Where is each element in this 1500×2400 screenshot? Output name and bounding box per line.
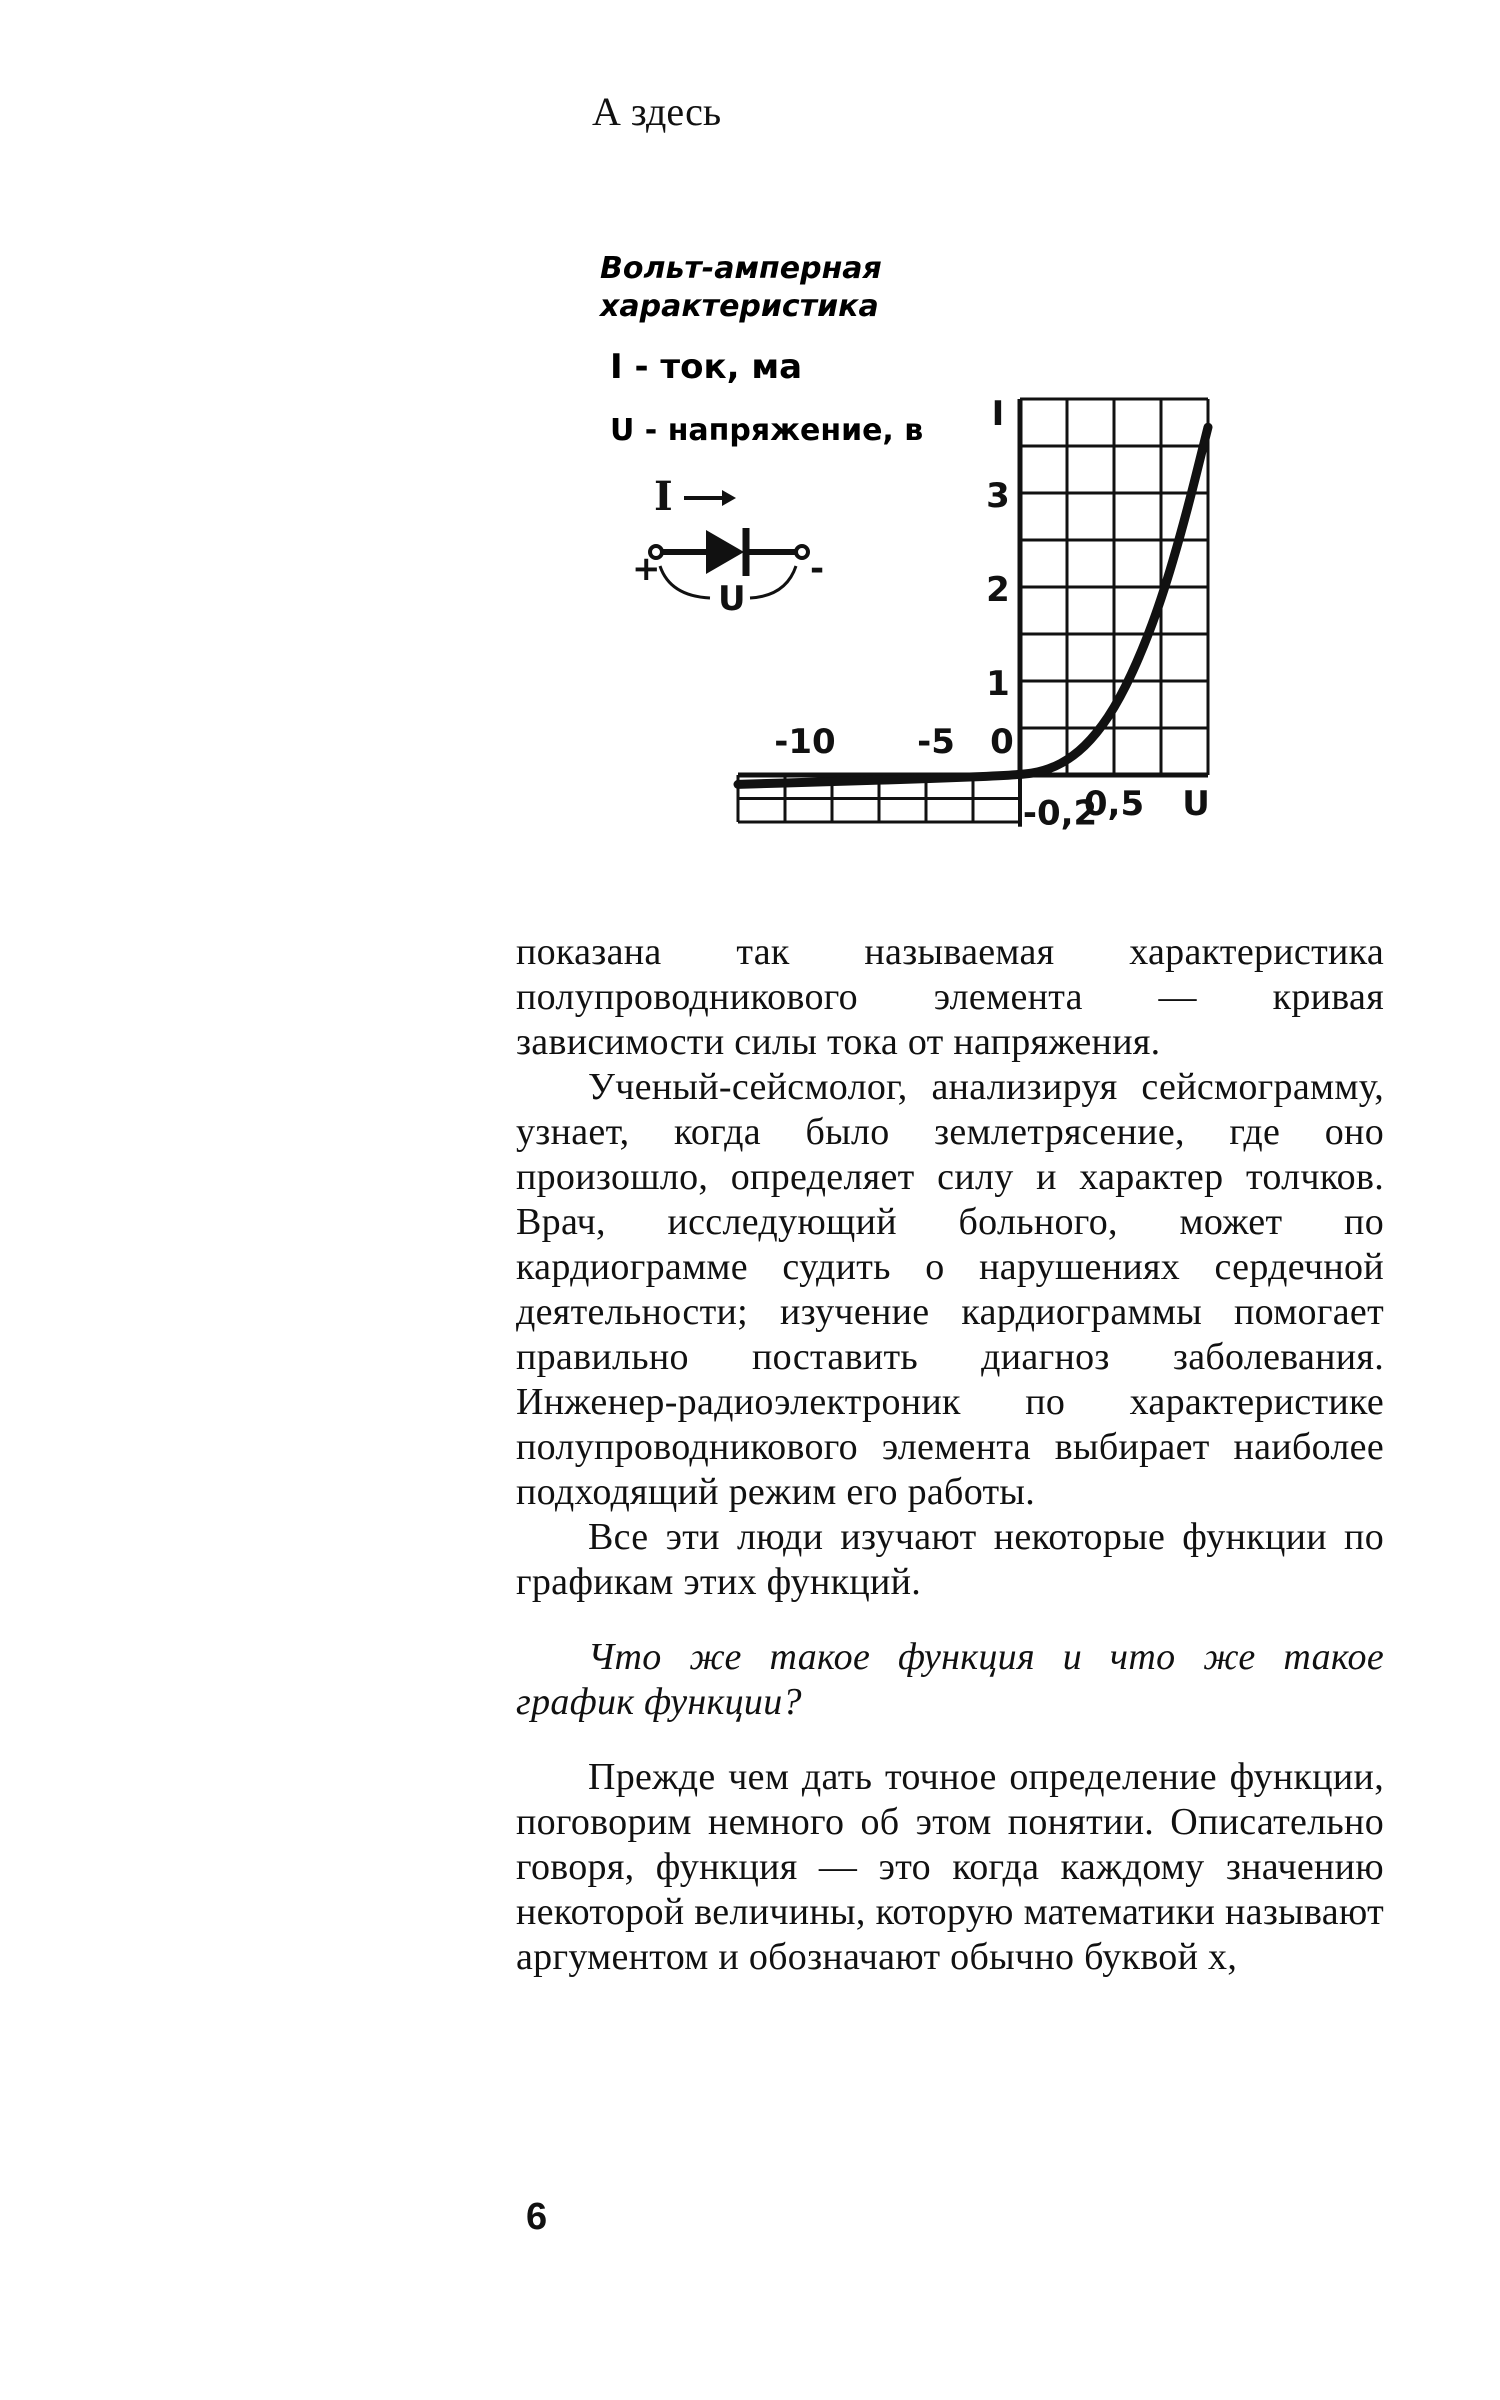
- cathode-terminal: [796, 546, 808, 558]
- legend-current: I - ток, ма: [610, 347, 803, 387]
- caption-title-line2: характеристика: [600, 289, 879, 324]
- chart-grid: [738, 399, 1208, 827]
- diode-triangle: [706, 530, 744, 574]
- paragraph-3: Все эти люди изучают некоторые функции по графикам этих функций.: [516, 1516, 1384, 1603]
- negative-current-label: -0,2: [1022, 793, 1098, 834]
- x-tick-label: 0,5: [1083, 784, 1145, 824]
- page-number: 6: [526, 2196, 548, 2238]
- voltage-arc-right: [750, 566, 796, 598]
- current-arrowhead: [722, 490, 736, 506]
- x-tick-label: 0: [990, 722, 1014, 762]
- voltage-arc-left: [660, 566, 710, 598]
- paragraph-4-question: Что же такое функция и что же такое график функции?: [516, 1636, 1384, 1723]
- chart-tick-labels: [774, 394, 1210, 833]
- x-tick-label: -5: [917, 722, 955, 762]
- caption-title-line1: Вольт-амперная: [600, 251, 882, 286]
- y-tick-label: 2: [986, 570, 1010, 610]
- body-text: [516, 930, 1384, 1980]
- x-axis-label: U: [1182, 784, 1210, 824]
- page-heading: А здесь: [592, 89, 722, 134]
- paragraph-2: Ученый-сейсмолог, анализируя сейсмограмму, узнает, когда было землетрясение, где оно произошло, определяет силу и характер толчков. Врач, исследующий больного, может по кардиограмме судить о нарушениях сердечной деятельности; изучение кардиограммы помогает правильно поставить диагноз заболевания. Инженер-радиоэлектроник по характеристике полупроводникового элемента выбирает наиболее подходящий режим его работы.: [516, 1066, 1384, 1513]
- diode-plus: +: [632, 549, 661, 589]
- legend-voltage: U - напряжение, в: [610, 413, 924, 448]
- x-tick-label: -10: [774, 722, 836, 762]
- y-axis-label: I: [991, 394, 1005, 434]
- iv-characteristic-figure: [560, 180, 1320, 900]
- y-tick-label: 3: [986, 476, 1010, 516]
- paragraph-5: Прежде чем дать точное определение функции, поговорим немного об этом понятии. Описательно говоря, функция — это когда каждому значению некоторой величины, которую математики называют аргументом и обозначают обычно буквой x,: [516, 1756, 1384, 1978]
- figure-caption: [598, 251, 923, 448]
- diode-symbol: [632, 473, 824, 619]
- diode-current-label: I: [654, 473, 673, 520]
- diode-voltage-label: U: [718, 579, 746, 619]
- paragraph-1: показана так называемая характеристика полупроводникового элемента — кривая зависимости силы тока от напряжения.: [516, 931, 1384, 1063]
- diode-minus: -: [810, 549, 825, 589]
- y-tick-label: 1: [986, 664, 1010, 704]
